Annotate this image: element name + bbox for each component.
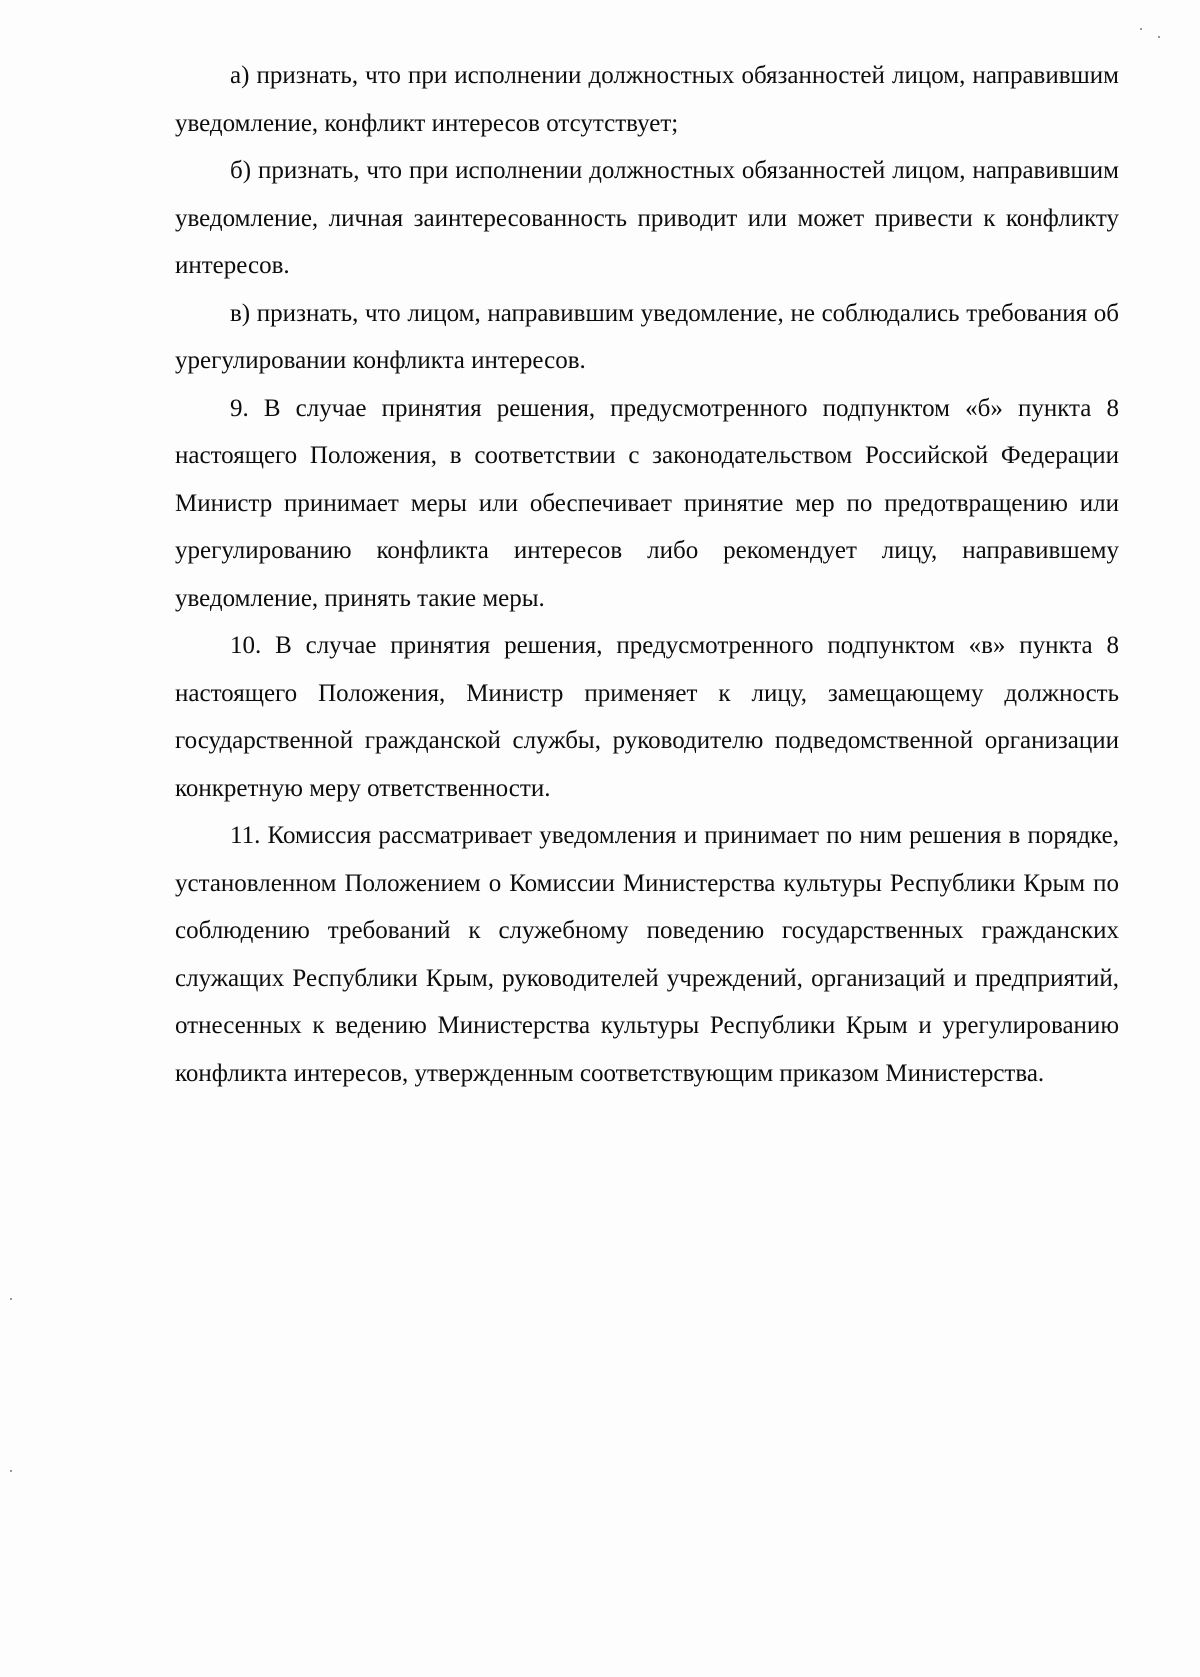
paragraph-clause-9: 9. В случае принятия решения, предусмотренного подпунктом «б» пункта 8 настоящего Положения, в соответствии с законодательством Российской Федерации Министр принимает меры или обеспечивает принятие мер по предотвращению или урегулированию конфликта интересов либо рекомендует лицу, направившему уведомление, принять такие меры. xyxy=(175,394,1119,612)
paragraph-subpoint-b: б) признать, что при исполнении должностных обязанностей лицом, направившим уведомление, личная заинтересованность приводит или может привести к конфликту интересов. xyxy=(175,157,1119,279)
document-body xyxy=(175,52,1119,1097)
paragraph-clause-10: 10. В случае принятия решения, предусмотренного подпунктом «в» пункта 8 настоящего Положения, Министр применяет к лицу, замещающему должность государственной гражданской службы, руководителю подведомственной организации конкретную меру ответственности. xyxy=(175,632,1119,802)
paragraph-subpoint-a: а) признать, что при исполнении должностных обязанностей лицом, направившим уведомление, конфликт интересов отсутствует; xyxy=(175,62,1119,137)
scan-speck xyxy=(10,1298,12,1300)
scan-speck xyxy=(1140,28,1142,30)
scan-speck xyxy=(10,1470,12,1472)
scan-speck xyxy=(1158,36,1160,38)
paragraph-clause-11: 11. Комиссия рассматривает уведомления и принимает по ним решения в порядке, установленном Положением о Комиссии Министерства культуры Республики Крым по соблюдению требований к служебному поведению государственных гражданских служащих Республики Крым, руководителей учреждений, организаций и предприятий, отнесенных к ведению Министерства культуры Республики Крым и урегулированию конфликта интересов, утвержденным соответствующим приказом Министерства. xyxy=(175,822,1119,1087)
paragraph-subpoint-v: в) признать, что лицом, направившим уведомление, не соблюдались требования об урегулировании конфликта интересов. xyxy=(175,299,1119,374)
